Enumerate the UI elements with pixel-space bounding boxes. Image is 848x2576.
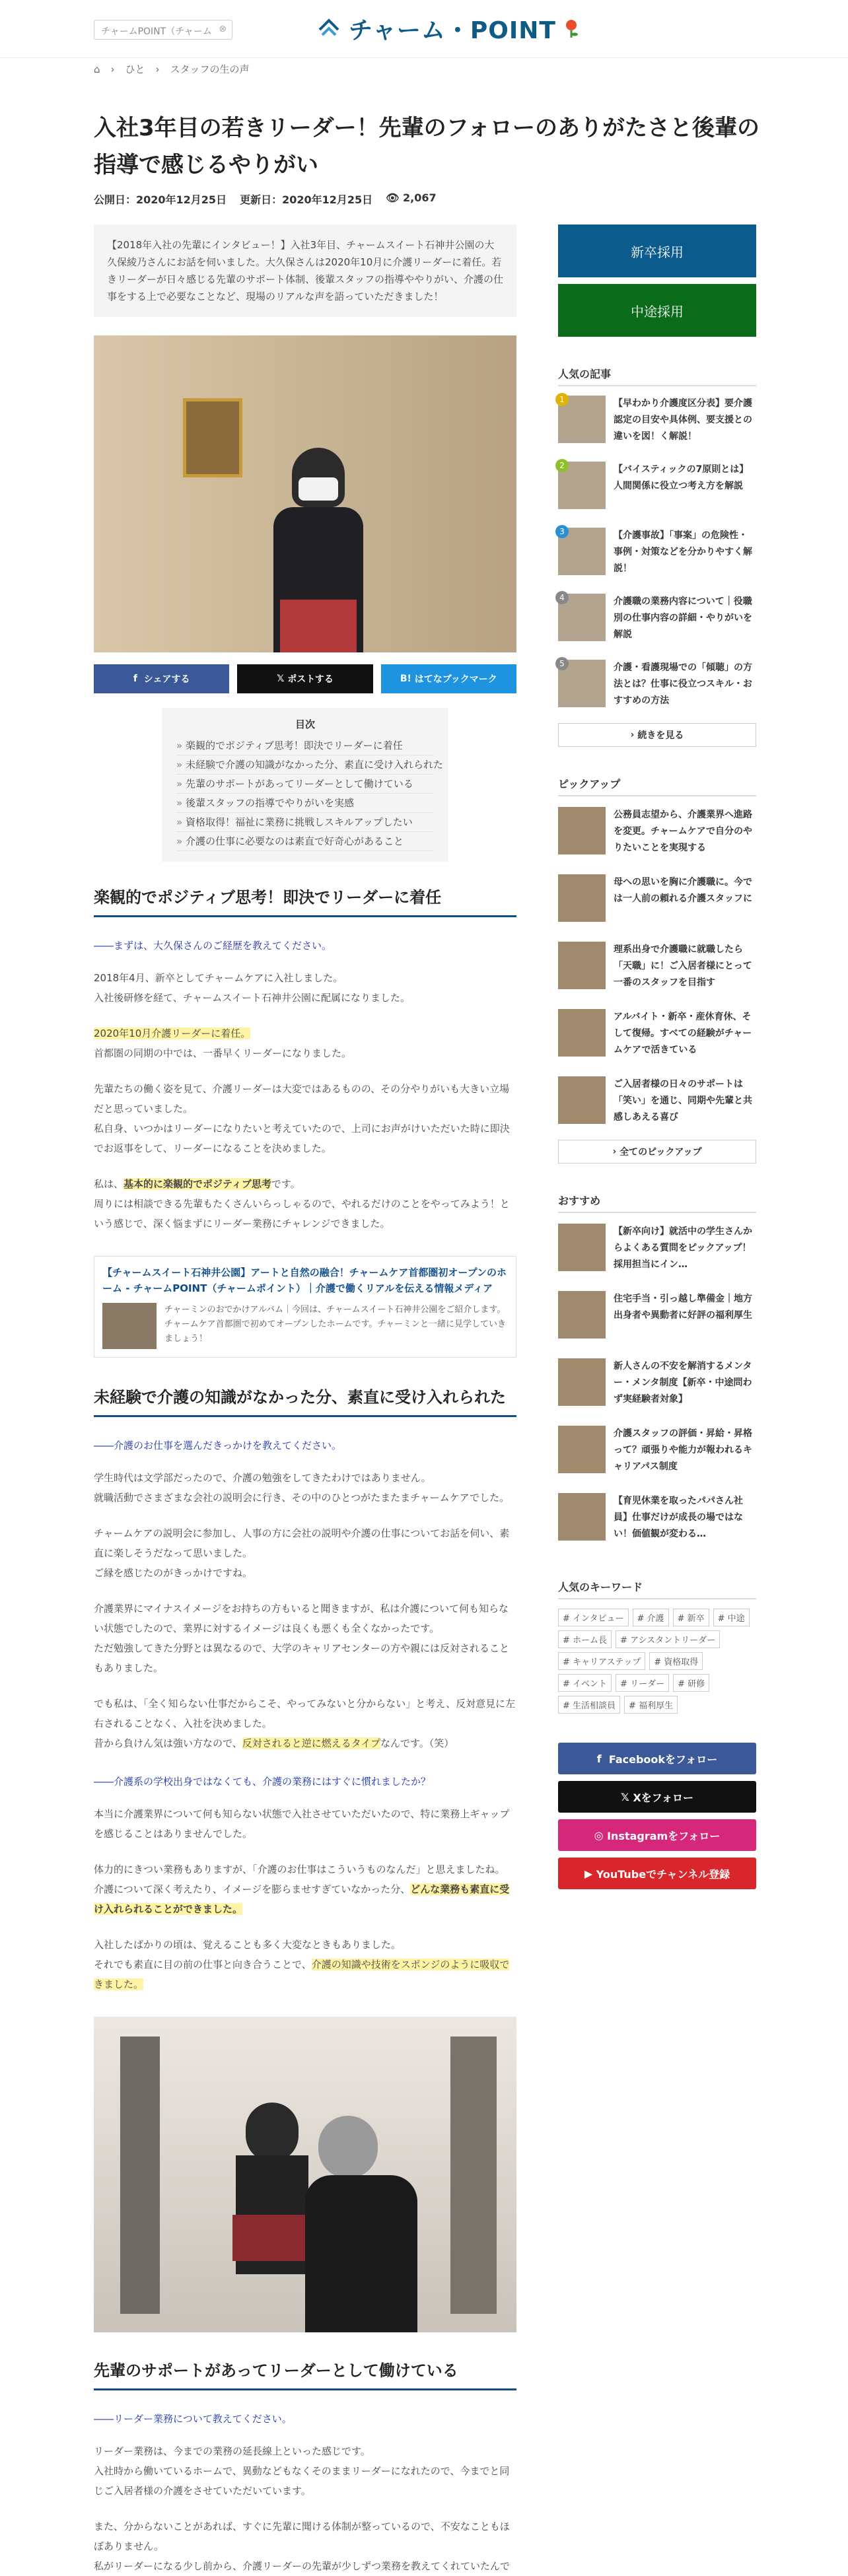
paragraph: 学生時代は文学部だったので、介護の勉強をしてきたわけではありません。 就職活動でさまざまな会社の説明会に行き、その中のひとつがたまたまチャームケアでした。 xyxy=(94,1472,510,1504)
article-meta xyxy=(94,191,437,207)
toc-item[interactable]: » 後輩スタッフの指導でやりがいを実感 xyxy=(176,794,434,813)
paragraph: 入社したばかりの頃は、覚えることも多く大変なときもありました。 それでも素直に目の前の仕事と向き合うことで、介護の知識や技術をスポンジのように吸収できました。 xyxy=(94,1939,510,1990)
paragraph: チャームケアの説明会に参加し、人事の方に会社の説明や介護の仕事についてお話を伺い、素直に楽しそうだなって思いました。 ご縁を感じたのがきっかけですね。 xyxy=(94,1527,510,1579)
pickup-article[interactable]: 公務員志望から、介護業界へ進路を変更。チャームケアで自分のやりたいことを実現する xyxy=(558,807,756,864)
keyword-tag[interactable]: # 介護 xyxy=(633,1609,669,1626)
page-title: 入社3年目の若きリーダー！先輩のフォローのありがたさと後輩の指導で感じるやりがい xyxy=(94,115,760,178)
recommend-article[interactable]: 新人さんの不安を解消するメンター・メンタ制度【新卒・中途問わず実経験者対象】 xyxy=(558,1358,756,1415)
paragraph: リーダー業務は、今までの業務の延長線上といった感じです。 入社時から働いているホームで、異動などもなくそのままリーダーになれたので、今までと同じご入居者様の介護をさせていただいています。 xyxy=(94,2445,510,2497)
article-thumbnail xyxy=(558,942,606,989)
article-thumbnail: 2 xyxy=(558,462,606,509)
search-input[interactable]: チャームPOINT（チャーム ⊗ xyxy=(94,20,232,40)
leaf-icon xyxy=(563,18,580,38)
article-thumbnail xyxy=(558,1291,606,1339)
chevron-right-icon: › xyxy=(612,1146,620,1157)
keyword-tag[interactable]: # 生活相談員 xyxy=(558,1696,620,1714)
hatena-icon: B! xyxy=(400,674,415,684)
intro-box: 【2018年入社の先輩にインタビュー！】入社3年目、チャームスイート石神井公園の大久保綾乃さんにお話を伺いました。大久保さんは2020年10月に介護リーダーに着任。若きリーダーが日々感じる先輩のサポート体制、後輩スタッフの指導ややりがい、介護の仕事をする上で必要なことなど、現場のリアルな声を語っていただきました！ xyxy=(94,225,516,317)
keyword-tag[interactable]: # 資格取得 xyxy=(649,1652,703,1670)
logo-mark-icon xyxy=(316,15,342,42)
all-pickup-button[interactable]: › 全てのピックアップ xyxy=(558,1140,756,1164)
article-thumbnail xyxy=(558,1224,606,1271)
breadcrumb-item[interactable]: スタッフの生の声 xyxy=(170,63,250,75)
logo-text: チャーム・POINT xyxy=(349,17,556,44)
sidebar xyxy=(558,225,756,1889)
card-thumbnail xyxy=(102,1303,157,1349)
keyword-tag[interactable]: # リーダー xyxy=(616,1674,669,1692)
view-count: 👁 2,067 xyxy=(386,191,437,204)
interview-question: ――まずは、大久保さんのご経歴を教えてください。 xyxy=(94,940,332,952)
facebook-follow-button[interactable]: f Facebookをフォロー xyxy=(558,1743,756,1774)
article-thumbnail: 4 xyxy=(558,594,606,641)
x-follow-button[interactable]: 𝕏 Xをフォロー xyxy=(558,1781,756,1813)
keyword-tag[interactable]: # イベント xyxy=(558,1674,612,1692)
published-date: 公開日：2020年12月25日 xyxy=(94,193,227,206)
toc-item[interactable]: » 楽観的でポジティブ思考！即決でリーダーに着任 xyxy=(176,736,434,755)
article-body xyxy=(94,225,516,2576)
share-bar xyxy=(94,664,516,693)
pickup-heading: ピックアップ xyxy=(558,776,756,796)
x-icon: 𝕏 xyxy=(620,1790,633,1803)
facebook-share-button[interactable]: f シェアする xyxy=(94,664,229,693)
keyword-tag[interactable]: # インタビュー xyxy=(558,1609,629,1626)
home-icon[interactable]: ⌂ xyxy=(94,63,100,75)
article-thumbnail xyxy=(558,1076,606,1124)
article-thumbnail: 1 xyxy=(558,396,606,443)
pickup-article[interactable]: アルバイト・新卒・産休育休、そして復帰。すべての経験がチャームケアで活きている xyxy=(558,1009,756,1066)
paragraph: 2020年10月介護リーダーに着任。 首都圏の同期の中では、一番早くリーダーになりました。 xyxy=(94,1027,352,1059)
toc-title: 目次 xyxy=(295,718,315,730)
toc-item[interactable]: » 資格取得！福祉に業務に挑戦しスキルアップしたい xyxy=(176,813,434,832)
popular-article[interactable]: 3 【介護事故】「事案」の危険性・事例・対策などを分かりやすく解説！ xyxy=(558,528,756,584)
article-thumbnail xyxy=(558,1426,606,1473)
instagram-follow-button[interactable]: ◎ Instagramをフォロー xyxy=(558,1819,756,1851)
pickup-article[interactable]: 母への思いを胸に介護職に。今では一人前の頼れる介護スタッフに xyxy=(558,874,756,931)
interview-question: ――介護系の学校出身ではなくても、介護の業務にはすぐに慣れましたか？ xyxy=(94,1776,431,1788)
site-header xyxy=(0,0,848,58)
keyword-tags xyxy=(558,1609,756,1714)
eye-icon: 👁 xyxy=(386,191,404,204)
toc-item[interactable]: » 先輩のサポートがあってリーダーとして働けている xyxy=(176,775,434,794)
popular-article[interactable]: 5 介護・看護現場での「傾聴」の方法とは？仕事に役立つスキル・おすすめの方法 xyxy=(558,660,756,716)
section-heading: 楽観的でポジティブ思考！即決でリーダーに着任 xyxy=(94,884,516,917)
keyword-tag[interactable]: # キャリアステップ xyxy=(558,1652,645,1670)
keyword-tag[interactable]: # 中途 xyxy=(713,1609,750,1626)
toc-item[interactable]: » 未経験で介護の知識がなかった分、素直に受け入れられた xyxy=(176,755,434,775)
interview-question: ――リーダー業務について教えてください。 xyxy=(94,2413,292,2425)
paragraph: 私は、基本的に楽観的でポジティブ思考です。 周りには相談できる先輩もたくさんいらっしゃるので、やれるだけのことをやってみよう！という感じで、深く悩まずにリーダー業務にチャレンジできました。 xyxy=(94,1178,510,1230)
keyword-tag[interactable]: # アシスタントリーダー xyxy=(616,1630,720,1648)
article-thumbnail xyxy=(558,1009,606,1057)
facebook-icon: f xyxy=(133,674,144,684)
new-grad-recruit-button[interactable]: 新卒採用 xyxy=(558,225,756,277)
recommend-heading: おすすめ xyxy=(558,1193,756,1213)
keyword-tag[interactable]: # 新卒 xyxy=(673,1609,709,1626)
card-text: チャーミンのおでかけアルバム｜今回は、チャームスイート石神井公園をご紹介します。チャームケア首都圏で初めてオープンしたホームです。チャーミンと一緒に見学していきましょう！ xyxy=(164,1305,507,1344)
keyword-tag[interactable]: # 研修 xyxy=(673,1674,709,1692)
updated-date: 更新日：2020年12月25日 xyxy=(240,193,373,206)
recommend-article[interactable]: 介護スタッフの評価・昇給・昇格って？頑張りや能力が報われるキャリアパス制度 xyxy=(558,1426,756,1482)
breadcrumb: ⌂ › ひと › スタッフの生の声 xyxy=(94,63,250,75)
search-icon[interactable]: ⊗ xyxy=(219,24,227,34)
table-of-contents xyxy=(162,708,448,862)
site-logo[interactable] xyxy=(316,12,580,45)
x-icon: 𝕏 xyxy=(277,674,288,684)
keyword-tag[interactable]: # ホーム長 xyxy=(558,1630,612,1648)
popular-article[interactable]: 2 【バイスティックの7原則とは】人間関係に役立つ考え方を解説 xyxy=(558,462,756,518)
paragraph: でも私は、「全く知らない仕事だからこそ、やってみないと分からない」と考え、反対意見に左右されることなく、入社を決めました。 昔から負けん気は強い方なので、反対されると逆に燃えるタイプなんです。（笑） xyxy=(94,1698,516,1749)
hero-photo xyxy=(94,335,516,652)
paragraph: 本当に介護業界について何も知らない状態で入社させていただいたので、特に業務上ギャップを感じることはありませんでした。 xyxy=(94,1808,510,1840)
facebook-icon: f xyxy=(596,1752,609,1765)
sns-follow xyxy=(558,1743,756,1889)
article-thumbnail xyxy=(558,1358,606,1406)
youtube-subscribe-button[interactable]: ▶ YouTubeでチャンネル登録 xyxy=(558,1858,756,1889)
youtube-icon: ▶ xyxy=(584,1867,596,1880)
keyword-heading: 人気のキーワード xyxy=(558,1579,756,1599)
recommend-article[interactable]: 【育児休業を取ったパパさん社員】仕事だけが成長の場ではない！価値観が変わる… xyxy=(558,1493,756,1550)
article-thumbnail: 3 xyxy=(558,528,606,575)
instagram-icon: ◎ xyxy=(594,1828,608,1842)
article-thumbnail: 5 xyxy=(558,660,606,707)
chevron-right-icon: › xyxy=(630,730,638,740)
hallway-photo xyxy=(94,2017,516,2332)
keyword-tag[interactable]: # 福利厚生 xyxy=(624,1696,678,1714)
article-thumbnail xyxy=(558,1493,606,1541)
paragraph: また、分からないことがあれば、すぐに先輩に聞ける体制が整っているので、不安なこともほぼありません。 私がリーダーになる少し前から、介護リーダーの先輩が少しずつ業務を教えてくれていたんで xyxy=(94,2521,511,2572)
popular-heading: 人気の記事 xyxy=(558,366,756,386)
paragraph: 2018年4月、新卒としてチャームケアに入社しました。 入社後研修を経て、チャームスイート石神井公園に配属になりました。 xyxy=(94,972,410,1004)
popular-article[interactable]: 1 【早わかり介護度区分表】要介護認定の目安や具体例、要支援との違いを図！く解説！ xyxy=(558,396,756,452)
section-heading: 未経験で介護の知識がなかった分、素直に受け入れられた xyxy=(94,1384,516,1417)
popular-article[interactable]: 4 介護職の業務内容について｜役職別の仕事内容の詳細・やりがいを解説 xyxy=(558,594,756,650)
article-thumbnail xyxy=(558,807,606,854)
paragraph: 介護業界にマイナスイメージをお持ちの方もいると聞きますが、私は介護について何も知らない状態でしたので、業界に対するイメージは良くも悪くも全くなかったです。 ただ勉強してきた分野とは異なるので、大学のキャリアセンターの方や親には反対されることもありました。 xyxy=(94,1603,509,1674)
paragraph: 体力的にきつい業務もありますが、「介護のお仕事はこういうものなんだ」と思えましたね。 介護について深く考えたり、イメージを膨らませすぎていなかった分、どんな業務も素直に受け入れられることができました。 xyxy=(94,1863,510,1915)
section-heading: 先輩のサポートがあってリーダーとして働けている xyxy=(94,2357,516,2390)
pickup-article[interactable]: ご入居者様の日々のサポートは「笑い」を通じ、同期や先輩と共感しあえる喜び xyxy=(558,1076,756,1133)
card-title: 【チャームスイート石神井公園】アートと自然の融合！チャームケア首都圏初オープンのホーム - チャームPOINT（チャームポイント）｜介護で働くリアルを伝える情報メディア xyxy=(102,1267,507,1294)
mid-career-recruit-button[interactable]: 中途採用 xyxy=(558,284,756,337)
interview-question: ――介護のお仕事を選んだきっかけを教えてください。 xyxy=(94,1440,342,1451)
hatena-share-button[interactable]: B! はてなブックマーク xyxy=(381,664,516,693)
breadcrumb-item[interactable]: ひと xyxy=(125,63,145,75)
toc-item[interactable]: » 介護の仕事に必要なのは素直で好奇心があること xyxy=(176,832,434,851)
see-more-button[interactable]: › 続きを見る xyxy=(558,723,756,747)
pickup-article[interactable]: 理系出身で介護職に就職したら「天職」に！ご入居者様にとって一番のスタッフを目指す xyxy=(558,942,756,998)
recommend-article[interactable]: 住宅手当・引っ越し準備金｜地方出身者や異動者に好評の福利厚生 xyxy=(558,1291,756,1348)
paragraph: 先輩たちの働く姿を見て、介護リーダーは大変ではあるものの、その分やりがいも大きい立場だと思っていました。 私自身、いつかはリーダーになりたいと考えていたので、上司にお声がけいただいた時に即決でお返事をして、リーダーになることを決めました。 xyxy=(94,1083,510,1154)
related-article-card[interactable] xyxy=(94,1256,516,1358)
x-share-button[interactable]: 𝕏 ポストする xyxy=(237,664,372,693)
recommend-article[interactable]: 【新卒向け】就活中の学生さんからよくある質問をピックアップ！採用担当にイン… xyxy=(558,1224,756,1280)
article-thumbnail xyxy=(558,874,606,922)
